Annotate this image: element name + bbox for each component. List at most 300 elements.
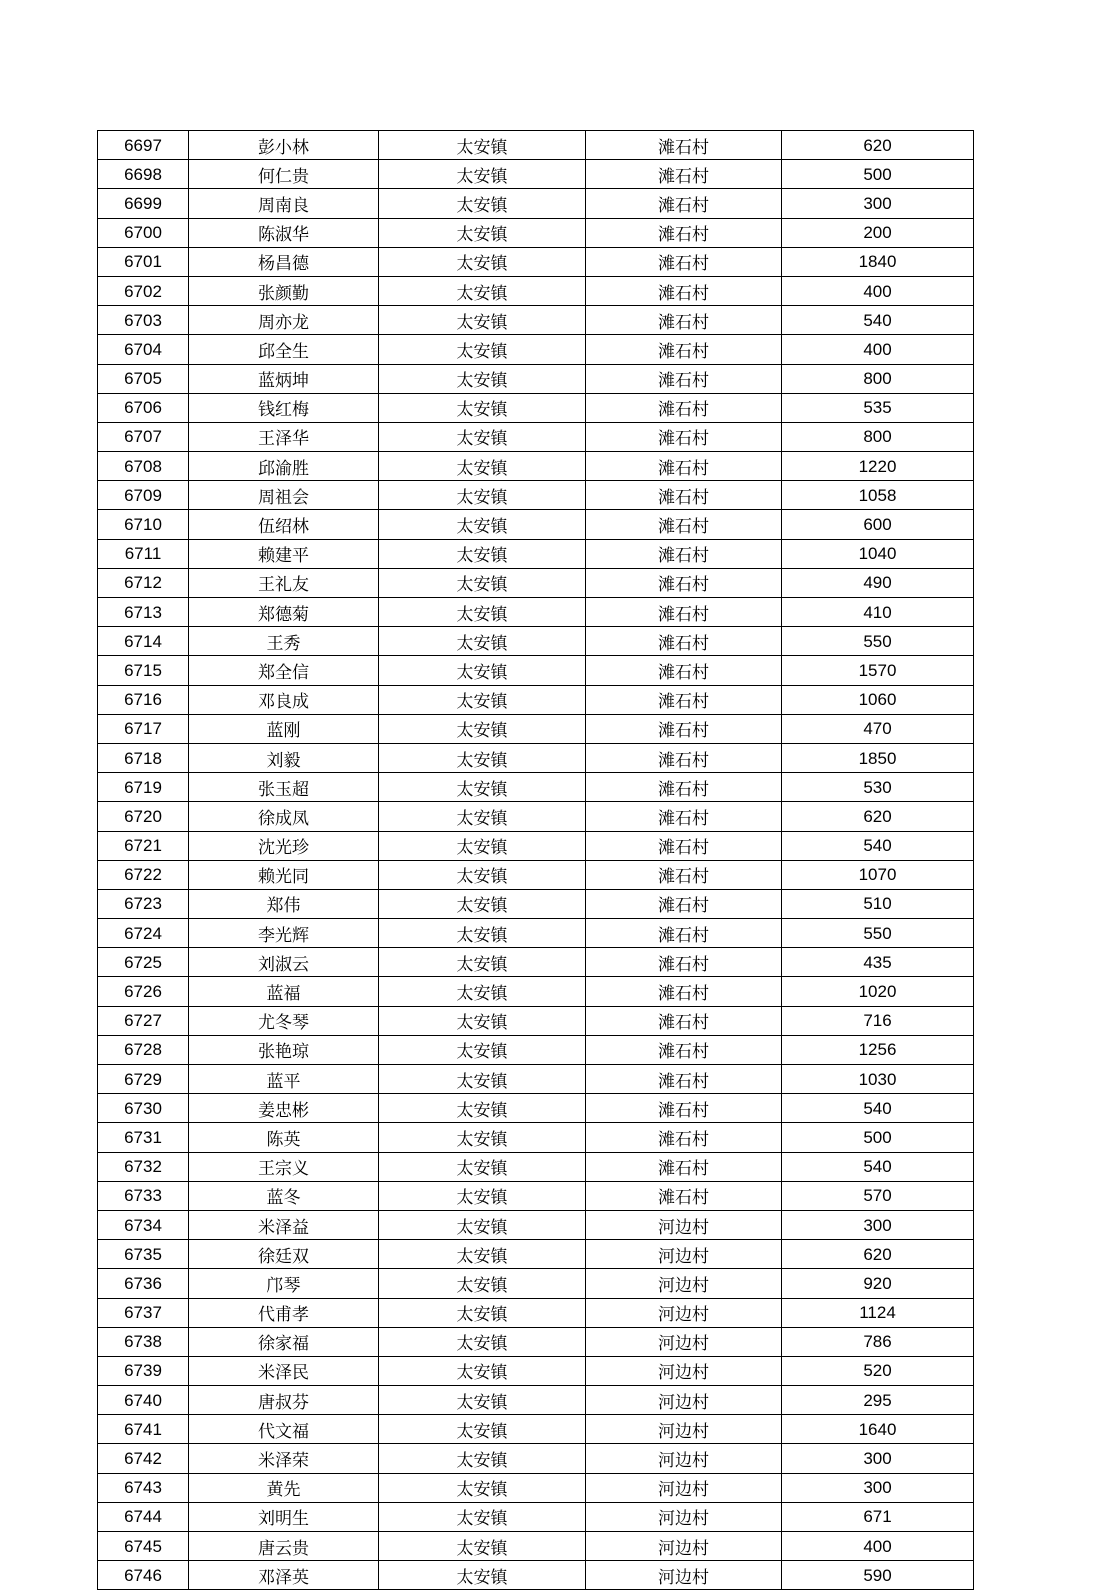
amount-cell: 620 xyxy=(782,802,974,831)
amount-cell: 500 xyxy=(782,1123,974,1152)
table-row xyxy=(98,1065,974,1094)
amount-cell: 400 xyxy=(782,335,974,364)
village-cell: 滩石村 xyxy=(586,1006,782,1035)
village-cell: 滩石村 xyxy=(586,276,782,305)
name-cell: 蓝炳坤 xyxy=(189,364,379,393)
amount-cell: 1060 xyxy=(782,685,974,714)
table-row xyxy=(98,510,974,539)
village-cell: 滩石村 xyxy=(586,364,782,393)
amount-cell: 300 xyxy=(782,189,974,218)
name-cell: 周祖会 xyxy=(189,481,379,510)
name-cell: 徐成凤 xyxy=(189,802,379,831)
village-cell: 滩石村 xyxy=(586,335,782,364)
town-cell: 太安镇 xyxy=(379,306,586,335)
village-cell: 滩石村 xyxy=(586,189,782,218)
town-cell: 太安镇 xyxy=(379,393,586,422)
row-number-cell: 6717 xyxy=(98,714,189,743)
amount-cell: 410 xyxy=(782,598,974,627)
table-row xyxy=(98,247,974,276)
name-cell: 杨昌德 xyxy=(189,247,379,276)
row-number-cell: 6720 xyxy=(98,802,189,831)
name-cell: 蓝冬 xyxy=(189,1181,379,1210)
table-row xyxy=(98,335,974,364)
village-cell: 滩石村 xyxy=(586,218,782,247)
name-cell: 王礼友 xyxy=(189,568,379,597)
name-cell: 何仁贵 xyxy=(189,160,379,189)
town-cell: 太安镇 xyxy=(379,1065,586,1094)
row-number-cell: 6705 xyxy=(98,364,189,393)
row-number-cell: 6736 xyxy=(98,1269,189,1298)
row-number-cell: 6734 xyxy=(98,1210,189,1239)
village-cell: 滩石村 xyxy=(586,919,782,948)
town-cell: 太安镇 xyxy=(379,598,586,627)
table-row xyxy=(98,685,974,714)
row-number-cell: 6739 xyxy=(98,1356,189,1385)
amount-cell: 540 xyxy=(782,1152,974,1181)
town-cell: 太安镇 xyxy=(379,452,586,481)
town-cell: 太安镇 xyxy=(379,1094,586,1123)
town-cell: 太安镇 xyxy=(379,1532,586,1561)
table-row xyxy=(98,276,974,305)
table-row xyxy=(98,422,974,451)
table-row xyxy=(98,1006,974,1035)
name-cell: 邝琴 xyxy=(189,1269,379,1298)
row-number-cell: 6708 xyxy=(98,452,189,481)
amount-cell: 520 xyxy=(782,1356,974,1385)
table-row xyxy=(98,860,974,889)
village-cell: 滩石村 xyxy=(586,860,782,889)
table-row xyxy=(98,977,974,1006)
village-cell: 河边村 xyxy=(586,1386,782,1415)
village-cell: 滩石村 xyxy=(586,831,782,860)
name-cell: 陈英 xyxy=(189,1123,379,1152)
village-cell: 滩石村 xyxy=(586,743,782,772)
town-cell: 太安镇 xyxy=(379,860,586,889)
table-row xyxy=(98,1240,974,1269)
name-cell: 唐云贵 xyxy=(189,1532,379,1561)
row-number-cell: 6706 xyxy=(98,393,189,422)
name-cell: 赖光同 xyxy=(189,860,379,889)
data-table xyxy=(97,130,974,1590)
name-cell: 代文福 xyxy=(189,1415,379,1444)
village-cell: 滩石村 xyxy=(586,160,782,189)
table-row xyxy=(98,802,974,831)
row-number-cell: 6697 xyxy=(98,131,189,160)
town-cell: 太安镇 xyxy=(379,627,586,656)
town-cell: 太安镇 xyxy=(379,1123,586,1152)
row-number-cell: 6698 xyxy=(98,160,189,189)
town-cell: 太安镇 xyxy=(379,802,586,831)
name-cell: 姜忠彬 xyxy=(189,1094,379,1123)
amount-cell: 620 xyxy=(782,1240,974,1269)
village-cell: 河边村 xyxy=(586,1298,782,1327)
table-row xyxy=(98,1269,974,1298)
row-number-cell: 6726 xyxy=(98,977,189,1006)
village-cell: 滩石村 xyxy=(586,422,782,451)
town-cell: 太安镇 xyxy=(379,656,586,685)
town-cell: 太安镇 xyxy=(379,1356,586,1385)
amount-cell: 550 xyxy=(782,627,974,656)
village-cell: 滩石村 xyxy=(586,568,782,597)
town-cell: 太安镇 xyxy=(379,1035,586,1064)
table-row xyxy=(98,1444,974,1473)
village-cell: 滩石村 xyxy=(586,131,782,160)
name-cell: 沈光珍 xyxy=(189,831,379,860)
table-row xyxy=(98,656,974,685)
amount-cell: 786 xyxy=(782,1327,974,1356)
amount-cell: 540 xyxy=(782,831,974,860)
town-cell: 太安镇 xyxy=(379,889,586,918)
table-row xyxy=(98,1327,974,1356)
row-number-cell: 6711 xyxy=(98,539,189,568)
town-cell: 太安镇 xyxy=(379,831,586,860)
amount-cell: 300 xyxy=(782,1444,974,1473)
row-number-cell: 6709 xyxy=(98,481,189,510)
amount-cell: 671 xyxy=(782,1502,974,1531)
amount-cell: 1256 xyxy=(782,1035,974,1064)
village-cell: 滩石村 xyxy=(586,977,782,1006)
table-row xyxy=(98,773,974,802)
village-cell: 滩石村 xyxy=(586,889,782,918)
table-row xyxy=(98,364,974,393)
name-cell: 郑伟 xyxy=(189,889,379,918)
table-row xyxy=(98,948,974,977)
amount-cell: 530 xyxy=(782,773,974,802)
town-cell: 太安镇 xyxy=(379,1240,586,1269)
town-cell: 太安镇 xyxy=(379,247,586,276)
table-row xyxy=(98,1298,974,1327)
village-cell: 滩石村 xyxy=(586,452,782,481)
village-cell: 河边村 xyxy=(586,1502,782,1531)
town-cell: 太安镇 xyxy=(379,1181,586,1210)
row-number-cell: 6742 xyxy=(98,1444,189,1473)
village-cell: 河边村 xyxy=(586,1473,782,1502)
row-number-cell: 6745 xyxy=(98,1532,189,1561)
table-row xyxy=(98,568,974,597)
table-row xyxy=(98,131,974,160)
name-cell: 王秀 xyxy=(189,627,379,656)
name-cell: 周南良 xyxy=(189,189,379,218)
name-cell: 米泽荣 xyxy=(189,1444,379,1473)
row-number-cell: 6725 xyxy=(98,948,189,977)
row-number-cell: 6701 xyxy=(98,247,189,276)
row-number-cell: 6728 xyxy=(98,1035,189,1064)
row-number-cell: 6727 xyxy=(98,1006,189,1035)
table-row xyxy=(98,1152,974,1181)
name-cell: 蓝刚 xyxy=(189,714,379,743)
village-cell: 滩石村 xyxy=(586,1123,782,1152)
amount-cell: 400 xyxy=(782,276,974,305)
village-cell: 河边村 xyxy=(586,1444,782,1473)
name-cell: 尤冬琴 xyxy=(189,1006,379,1035)
name-cell: 蓝平 xyxy=(189,1065,379,1094)
row-number-cell: 6712 xyxy=(98,568,189,597)
name-cell: 王宗义 xyxy=(189,1152,379,1181)
town-cell: 太安镇 xyxy=(379,1327,586,1356)
town-cell: 太安镇 xyxy=(379,422,586,451)
town-cell: 太安镇 xyxy=(379,481,586,510)
amount-cell: 1124 xyxy=(782,1298,974,1327)
row-number-cell: 6731 xyxy=(98,1123,189,1152)
amount-cell: 600 xyxy=(782,510,974,539)
table-row xyxy=(98,1473,974,1502)
name-cell: 彭小林 xyxy=(189,131,379,160)
village-cell: 河边村 xyxy=(586,1210,782,1239)
row-number-cell: 6715 xyxy=(98,656,189,685)
table-row xyxy=(98,1532,974,1561)
town-cell: 太安镇 xyxy=(379,919,586,948)
town-cell: 太安镇 xyxy=(379,977,586,1006)
town-cell: 太安镇 xyxy=(379,1561,586,1590)
name-cell: 伍绍林 xyxy=(189,510,379,539)
name-cell: 唐叔芬 xyxy=(189,1386,379,1415)
town-cell: 太安镇 xyxy=(379,568,586,597)
name-cell: 邱渝胜 xyxy=(189,452,379,481)
town-cell: 太安镇 xyxy=(379,131,586,160)
town-cell: 太安镇 xyxy=(379,189,586,218)
row-number-cell: 6716 xyxy=(98,685,189,714)
table-row xyxy=(98,1123,974,1152)
table-row xyxy=(98,306,974,335)
name-cell: 张颜勤 xyxy=(189,276,379,305)
name-cell: 刘明生 xyxy=(189,1502,379,1531)
table-row xyxy=(98,831,974,860)
town-cell: 太安镇 xyxy=(379,276,586,305)
village-cell: 滩石村 xyxy=(586,598,782,627)
table-row xyxy=(98,160,974,189)
row-number-cell: 6732 xyxy=(98,1152,189,1181)
table-row xyxy=(98,1035,974,1064)
town-cell: 太安镇 xyxy=(379,335,586,364)
amount-cell: 920 xyxy=(782,1269,974,1298)
row-number-cell: 6723 xyxy=(98,889,189,918)
town-cell: 太安镇 xyxy=(379,160,586,189)
village-cell: 滩石村 xyxy=(586,247,782,276)
amount-cell: 1020 xyxy=(782,977,974,1006)
table-row xyxy=(98,452,974,481)
amount-cell: 300 xyxy=(782,1473,974,1502)
name-cell: 李光辉 xyxy=(189,919,379,948)
row-number-cell: 6714 xyxy=(98,627,189,656)
row-number-cell: 6741 xyxy=(98,1415,189,1444)
amount-cell: 535 xyxy=(782,393,974,422)
name-cell: 张玉超 xyxy=(189,773,379,802)
town-cell: 太安镇 xyxy=(379,218,586,247)
town-cell: 太安镇 xyxy=(379,1473,586,1502)
table-row xyxy=(98,1210,974,1239)
amount-cell: 540 xyxy=(782,1094,974,1123)
row-number-cell: 6738 xyxy=(98,1327,189,1356)
table-row xyxy=(98,1094,974,1123)
amount-cell: 200 xyxy=(782,218,974,247)
village-cell: 滩石村 xyxy=(586,1065,782,1094)
table-row xyxy=(98,743,974,772)
table-row xyxy=(98,1181,974,1210)
row-number-cell: 6700 xyxy=(98,218,189,247)
town-cell: 太安镇 xyxy=(379,1006,586,1035)
amount-cell: 1220 xyxy=(782,452,974,481)
amount-cell: 620 xyxy=(782,131,974,160)
amount-cell: 1640 xyxy=(782,1415,974,1444)
village-cell: 河边村 xyxy=(586,1269,782,1298)
table-row xyxy=(98,714,974,743)
town-cell: 太安镇 xyxy=(379,510,586,539)
name-cell: 邓良成 xyxy=(189,685,379,714)
town-cell: 太安镇 xyxy=(379,1152,586,1181)
row-number-cell: 6707 xyxy=(98,422,189,451)
town-cell: 太安镇 xyxy=(379,743,586,772)
town-cell: 太安镇 xyxy=(379,539,586,568)
town-cell: 太安镇 xyxy=(379,714,586,743)
village-cell: 滩石村 xyxy=(586,685,782,714)
town-cell: 太安镇 xyxy=(379,1444,586,1473)
row-number-cell: 6743 xyxy=(98,1473,189,1502)
table-row xyxy=(98,539,974,568)
amount-cell: 510 xyxy=(782,889,974,918)
amount-cell: 1058 xyxy=(782,481,974,510)
amount-cell: 435 xyxy=(782,948,974,977)
town-cell: 太安镇 xyxy=(379,1502,586,1531)
amount-cell: 490 xyxy=(782,568,974,597)
name-cell: 徐家福 xyxy=(189,1327,379,1356)
row-number-cell: 6737 xyxy=(98,1298,189,1327)
town-cell: 太安镇 xyxy=(379,364,586,393)
name-cell: 钱红梅 xyxy=(189,393,379,422)
table-row xyxy=(98,1415,974,1444)
amount-cell: 1070 xyxy=(782,860,974,889)
village-cell: 滩石村 xyxy=(586,714,782,743)
table-row xyxy=(98,218,974,247)
name-cell: 刘淑云 xyxy=(189,948,379,977)
amount-cell: 570 xyxy=(782,1181,974,1210)
name-cell: 张艳琼 xyxy=(189,1035,379,1064)
village-cell: 滩石村 xyxy=(586,773,782,802)
table-row xyxy=(98,189,974,218)
row-number-cell: 6740 xyxy=(98,1386,189,1415)
town-cell: 太安镇 xyxy=(379,1386,586,1415)
amount-cell: 550 xyxy=(782,919,974,948)
name-cell: 邓泽英 xyxy=(189,1561,379,1590)
row-number-cell: 6724 xyxy=(98,919,189,948)
village-cell: 滩石村 xyxy=(586,1181,782,1210)
village-cell: 滩石村 xyxy=(586,306,782,335)
name-cell: 赖建平 xyxy=(189,539,379,568)
village-cell: 河边村 xyxy=(586,1415,782,1444)
row-number-cell: 6733 xyxy=(98,1181,189,1210)
amount-cell: 300 xyxy=(782,1210,974,1239)
village-cell: 河边村 xyxy=(586,1240,782,1269)
amount-cell: 1850 xyxy=(782,743,974,772)
town-cell: 太安镇 xyxy=(379,1298,586,1327)
town-cell: 太安镇 xyxy=(379,685,586,714)
amount-cell: 1570 xyxy=(782,656,974,685)
row-number-cell: 6710 xyxy=(98,510,189,539)
row-number-cell: 6746 xyxy=(98,1561,189,1590)
table-row xyxy=(98,1386,974,1415)
amount-cell: 500 xyxy=(782,160,974,189)
table-row xyxy=(98,627,974,656)
village-cell: 滩石村 xyxy=(586,510,782,539)
row-number-cell: 6713 xyxy=(98,598,189,627)
row-number-cell: 6729 xyxy=(98,1065,189,1094)
name-cell: 米泽益 xyxy=(189,1210,379,1239)
village-cell: 滩石村 xyxy=(586,1152,782,1181)
town-cell: 太安镇 xyxy=(379,773,586,802)
row-number-cell: 6722 xyxy=(98,860,189,889)
name-cell: 陈淑华 xyxy=(189,218,379,247)
row-number-cell: 6703 xyxy=(98,306,189,335)
village-cell: 滩石村 xyxy=(586,539,782,568)
town-cell: 太安镇 xyxy=(379,1415,586,1444)
village-cell: 河边村 xyxy=(586,1561,782,1590)
name-cell: 徐廷双 xyxy=(189,1240,379,1269)
village-cell: 河边村 xyxy=(586,1327,782,1356)
village-cell: 滩石村 xyxy=(586,1094,782,1123)
name-cell: 蓝福 xyxy=(189,977,379,1006)
table-row xyxy=(98,1502,974,1531)
town-cell: 太安镇 xyxy=(379,1269,586,1298)
table-row xyxy=(98,1561,974,1590)
amount-cell: 400 xyxy=(782,1532,974,1561)
amount-cell: 1040 xyxy=(782,539,974,568)
row-number-cell: 6730 xyxy=(98,1094,189,1123)
table-body xyxy=(98,131,974,1590)
town-cell: 太安镇 xyxy=(379,1210,586,1239)
row-number-cell: 6702 xyxy=(98,276,189,305)
name-cell: 邱全生 xyxy=(189,335,379,364)
row-number-cell: 6735 xyxy=(98,1240,189,1269)
row-number-cell: 6719 xyxy=(98,773,189,802)
amount-cell: 1030 xyxy=(782,1065,974,1094)
village-cell: 滩石村 xyxy=(586,948,782,977)
table-row xyxy=(98,889,974,918)
table-row xyxy=(98,598,974,627)
name-cell: 刘毅 xyxy=(189,743,379,772)
name-cell: 王泽华 xyxy=(189,422,379,451)
amount-cell: 295 xyxy=(782,1386,974,1415)
village-cell: 河边村 xyxy=(586,1356,782,1385)
table-row xyxy=(98,481,974,510)
village-cell: 滩石村 xyxy=(586,1035,782,1064)
row-number-cell: 6744 xyxy=(98,1502,189,1531)
row-number-cell: 6704 xyxy=(98,335,189,364)
village-cell: 滩石村 xyxy=(586,802,782,831)
village-cell: 滩石村 xyxy=(586,481,782,510)
town-cell: 太安镇 xyxy=(379,948,586,977)
table-row xyxy=(98,393,974,422)
village-cell: 河边村 xyxy=(586,1532,782,1561)
row-number-cell: 6721 xyxy=(98,831,189,860)
name-cell: 米泽民 xyxy=(189,1356,379,1385)
village-cell: 滩石村 xyxy=(586,656,782,685)
table-row xyxy=(98,919,974,948)
table-row xyxy=(98,1356,974,1385)
name-cell: 周亦龙 xyxy=(189,306,379,335)
row-number-cell: 6699 xyxy=(98,189,189,218)
name-cell: 代甫孝 xyxy=(189,1298,379,1327)
name-cell: 黄先 xyxy=(189,1473,379,1502)
amount-cell: 1840 xyxy=(782,247,974,276)
amount-cell: 716 xyxy=(782,1006,974,1035)
village-cell: 滩石村 xyxy=(586,627,782,656)
amount-cell: 800 xyxy=(782,364,974,393)
village-cell: 滩石村 xyxy=(586,393,782,422)
name-cell: 郑德菊 xyxy=(189,598,379,627)
amount-cell: 590 xyxy=(782,1561,974,1590)
amount-cell: 800 xyxy=(782,422,974,451)
amount-cell: 470 xyxy=(782,714,974,743)
amount-cell: 540 xyxy=(782,306,974,335)
